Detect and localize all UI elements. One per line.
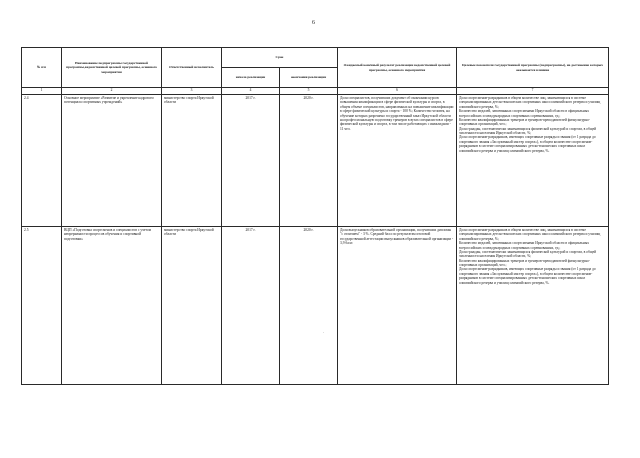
column-number: 6 — [338, 88, 457, 95]
column-number: 1 — [22, 88, 62, 95]
row-indicators — [457, 95, 609, 227]
indicator-item: Доля граждан, систематически занимающихся физической культурой и спортом, в общей численности населения Иркутской области, %; — [459, 126, 597, 135]
column-number: 7 — [457, 88, 609, 95]
header-term: Срок — [222, 48, 338, 68]
row-num: 2.5 — [22, 227, 62, 385]
header-term-end: окончания реализации — [280, 68, 338, 88]
column-number: 5 — [280, 88, 338, 95]
table-row — [22, 227, 609, 385]
indicator-item: Доля граждан, систематически занимающихся физической культурой и спортом, в общей численности населения Иркутской области, %; — [459, 249, 597, 259]
header-row — [22, 48, 609, 68]
indicator-item: Количество медалей, завоеванных спортсменами Иркутской области в официальных всероссийских и международных спортивных соревнованиях, ед.; — [459, 109, 590, 118]
header-executor: Ответственный исполнитель — [162, 48, 222, 88]
header-name: Наименование подпрограммы государственной программы,ведомственной целевой программы, основного мероприятия — [62, 48, 162, 88]
row-end: 2020 г. — [280, 95, 338, 227]
row-name: Основное мероприятие «Развитие и укрепление кадрового потенциала спортивных учреждений» — [62, 95, 162, 227]
row-indicators — [457, 227, 609, 385]
header-term-start: начала реализации — [222, 68, 280, 88]
indicator-item: Доля спортсменов-разрядников, имеющих спортивные разряды и звания (от 1 разряда до спортивного звания «Заслуженный мастер спорта»), в общем количестве спортсменов-разрядников в системе специализированных детско-юношеских спортивных школ олимпийского резерва и училищ олимпийского резерва, %. — [459, 135, 596, 153]
row-start: 2017 г. — [222, 227, 280, 385]
header-result: Ожидаемый конечный результат реализации ведомственной целевой программы, основного мероприятия — [338, 48, 457, 88]
indicator-item: Количество квалифицированных тренеров и тренеров-преподавателей физкультурно-спортивных организаций, чел.; — [459, 117, 591, 127]
table-row — [22, 95, 609, 227]
column-numbers-row — [22, 88, 609, 95]
column-number: 4 — [222, 88, 280, 95]
header-indicators: Целевые показатели государственной программы (подпрограммы), на достижение которых оказывается влияние — [457, 48, 609, 88]
row-start: 2017 г. — [222, 95, 280, 227]
row-result: Доля специалистов, получивших документ об окончании курсов повышения квалификации в сфере физической культуры и спорта, в общем объеме специалистов, направленных на повышение квалификации в сфере физической культуры и спорта - 100 %; Количество человек, на обучение которых разрешено государственный заказ Иркутской области на профессиональную подготовку тренеров в вузах специалистов в сфере физической культуры и спорта, в том числе работающих с инвалидами - 11 чел. — [338, 95, 457, 227]
row-num: 2.4 — [22, 95, 62, 227]
indicator-item: Количество квалифицированных тренеров и тренеров-преподавателей физкультурно-спортивных организаций, чел.; — [459, 258, 591, 267]
row-executor: министерство спорта Иркутской области — [162, 227, 222, 385]
indicator-item: Доля спортсменов-разрядников в общем количестве лиц, занимающихся в системе специализированных детско-юношеских спортивных школ олимпийского резерва и училищ олимпийского резерва, %; — [459, 228, 601, 241]
program-activities-table — [21, 47, 609, 385]
column-number: 2 — [62, 88, 162, 95]
header-num: № п/п — [22, 48, 62, 88]
column-number: 3 — [162, 88, 222, 95]
indicator-item: Доля спортсменов-разрядников, имеющих спортивные разряды и звания (от 1 разряда до спортивного звания «Заслуженный мастер спорта»), в общем количестве спортсменов-разрядников в системе специализированных детско-юношеских спортивных школ олимпийского резерва и училищ олимпийского резерва, %. — [459, 267, 596, 285]
indicator-item: Доля спортсменов-разрядников в общем количестве лиц, занимающихся в системе специализированных детско-юношеских спортивных школ олимпийского резерва и училищ олимпийского резерва, %; — [459, 96, 601, 109]
row-result: Доля выпускников образовательной организации, получивших дипломы "с отличием" - 3 %. Средний балл по результатам итоговой государственной аттестации выпускников образовательной организации - 3,9 балл — [338, 227, 457, 385]
row-name: ВЦП «Подготовка спортсменов и специалистов с учетом непрерывности процессов обучения и спортивной подготовки» — [62, 227, 162, 385]
indicator-item: Количество медалей, завоеванных спортсменами Иркутской области в официальных всероссийских и международных спортивных соревнованиях, ед.; — [459, 241, 590, 250]
row-end: 2020 г. — [280, 227, 338, 385]
page-number: 6 — [312, 20, 315, 26]
row-executor: министерство спорта Иркутской области — [162, 95, 222, 227]
stray-mark: . — [323, 329, 324, 334]
